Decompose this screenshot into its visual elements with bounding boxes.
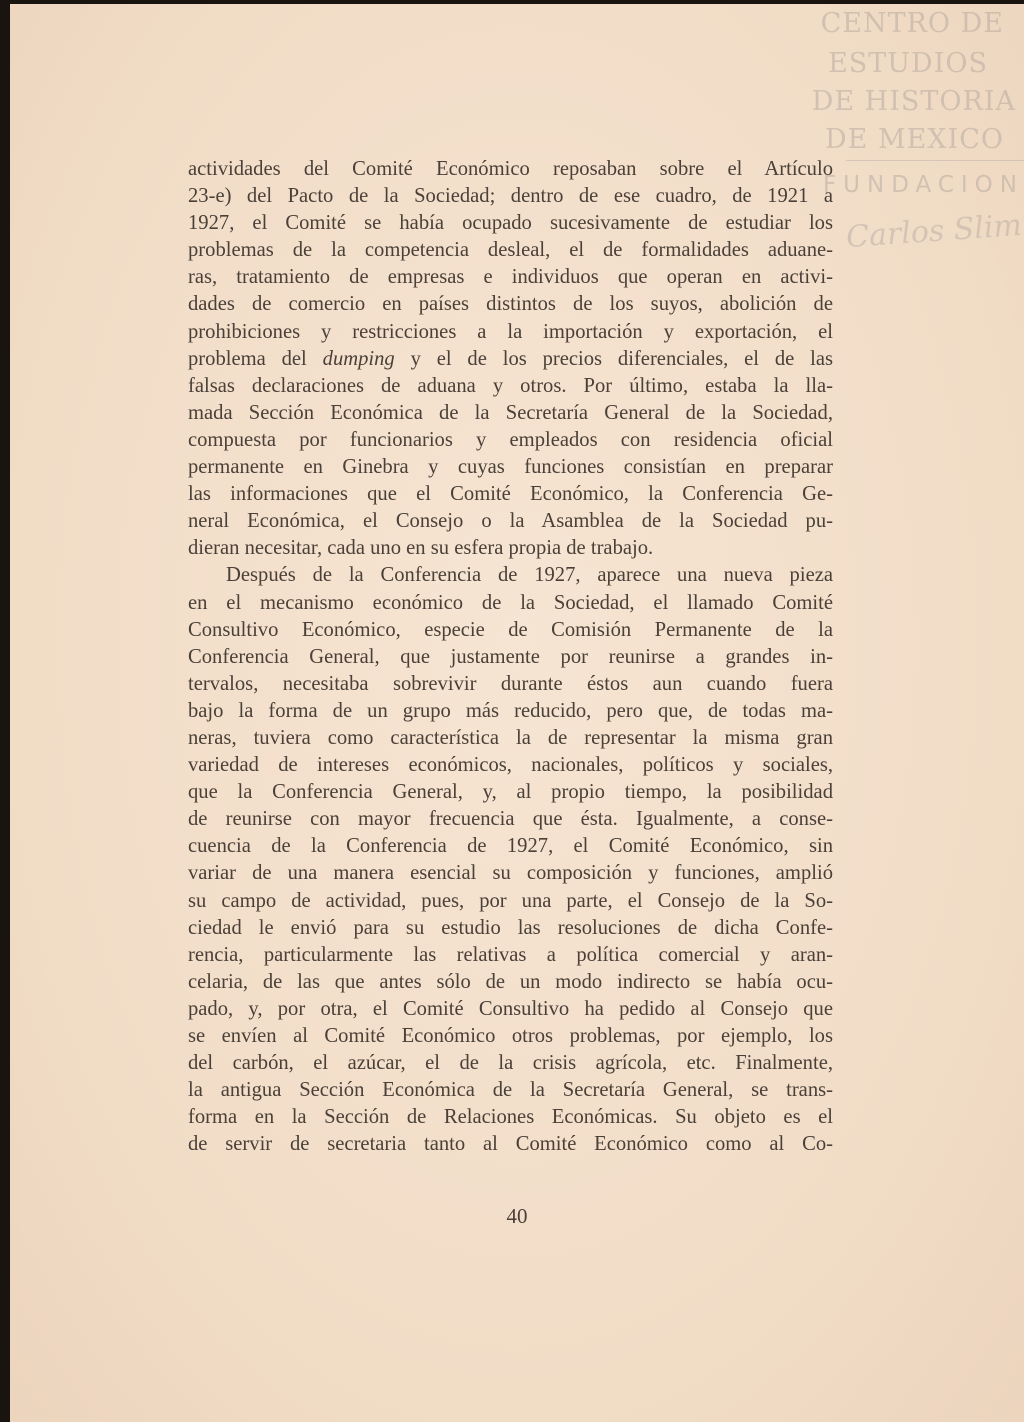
text-line: variedad de intereses económicos, nacionales, políticos y sociales,	[188, 754, 833, 777]
watermark-line: CENTRO DE	[820, 8, 1004, 39]
text-line: variar de una manera esencial su composición y funciones, amplió	[188, 862, 833, 885]
watermark-line: DE MEXICO	[825, 124, 1004, 155]
text-line: Conferencia General, que justamente por reunirse a grandes in-	[188, 645, 833, 668]
text-line: Consultivo Económico, especie de Comisión Permanente de la	[188, 618, 833, 641]
text-run: y el de los precios diferenciales, el de las	[394, 347, 833, 370]
text-line: rencia, particularmente las relativas a política comercial y aran-	[188, 943, 833, 966]
text-line: que la Conferencia General, y, al propio tiempo, la posibilidad	[188, 781, 833, 804]
watermark-foundation: FUNDACION	[822, 172, 1024, 198]
text-line: cuencia de la Conferencia de 1927, el Comité Económico, sin	[188, 835, 833, 858]
text-line: Después de la Conferencia de 1927, aparece una nueva pieza	[226, 564, 833, 587]
text-run: problema del	[188, 347, 323, 370]
text-line: ras, tratamiento de empresas e individuos que operan en activi-	[188, 266, 833, 289]
text-line: ciedad le envió para su estudio las resoluciones de dicha Confe-	[188, 916, 833, 939]
document-page	[10, 4, 1024, 1422]
text-line: permanente en Ginebra y cuyas funciones consistían en preparar	[188, 456, 833, 479]
text-line: de reunirse con mayor frecuencia que ésta. Igualmente, a conse-	[188, 808, 833, 831]
text-line: del carbón, el azúcar, el de la crisis agrícola, etc. Finalmente,	[188, 1052, 833, 1075]
watermark-signature: Carlos Slim	[845, 207, 1024, 256]
text-line: actividades del Comité Económico reposaban sobre el Artículo	[188, 158, 833, 180]
page-number: 40	[506, 1204, 528, 1228]
text-line: su campo de actividad, pues, por una parte, el Consejo de la So-	[188, 889, 833, 912]
text-line: problemas de la competencia desleal, el de formalidades aduane-	[188, 239, 833, 262]
text-line: celaria, de las que antes sólo de un modo indirecto se había ocu-	[188, 970, 833, 993]
text-line: en el mecanismo económico de la Sociedad, el llamado Comité	[188, 591, 833, 614]
text-line: tervalos, necesitaba sobrevivir durante éstos aun cuando fuera	[188, 672, 833, 695]
text-line: de servir de secretaria tanto al Comité Económico como al Co-	[188, 1133, 833, 1156]
text-line: la antigua Sección Económica de la Secretaría General, se trans-	[188, 1079, 833, 1102]
text-line: neras, tuviera como característica la de representar la misma gran	[188, 726, 833, 749]
watermark-rule	[846, 160, 1024, 161]
text-line: dades de comercio en países distintos de los suyos, abolición de	[188, 293, 833, 316]
text-line	[188, 346, 833, 373]
text-line: pado, y, por otra, el Comité Consultivo ha pedido al Consejo que	[188, 997, 833, 1020]
text-line: 23-e) del Pacto de la Sociedad; dentro de ese cuadro, de 1921 a	[188, 185, 833, 208]
body-text	[188, 156, 833, 1158]
text-line: forma en la Sección de Relaciones Económicas. Su objeto es el	[188, 1106, 833, 1129]
text-line: bajo la forma de un grupo más reducido, pero que, de todas ma-	[188, 699, 833, 722]
watermark-line: ESTUDIOS	[828, 48, 988, 79]
paragraph-1	[188, 156, 833, 562]
watermark-line: DE HISTORIA	[811, 86, 1016, 117]
text-line: prohibiciones y restricciones a la importación y exportación, el	[188, 320, 833, 343]
text-line: falsas declaraciones de aduana y otros. Por último, estaba la lla-	[188, 374, 833, 397]
text-line: las informaciones que el Comité Económico, la Conferencia Ge-	[188, 483, 833, 506]
text-line: se envíen al Comité Económico otros problemas, por ejemplo, los	[188, 1025, 833, 1047]
text-line: dieran necesitar, cada uno en su esfera propia de trabajo.	[188, 537, 654, 560]
text-line: mada Sección Económica de la Secretaría General de la Sociedad,	[188, 401, 833, 424]
text-line: compuesta por funcionarios y empleados con residencia oficial	[188, 428, 833, 451]
text-line: 1927, el Comité se había ocupado sucesivamente de estudiar los	[188, 212, 833, 235]
italic-term: dumping	[322, 347, 395, 370]
text-line: neral Económica, el Consejo o la Asamblea de la Sociedad pu-	[188, 510, 833, 533]
library-watermark-stamp	[811, 4, 1024, 264]
paragraph-2	[188, 562, 833, 1158]
